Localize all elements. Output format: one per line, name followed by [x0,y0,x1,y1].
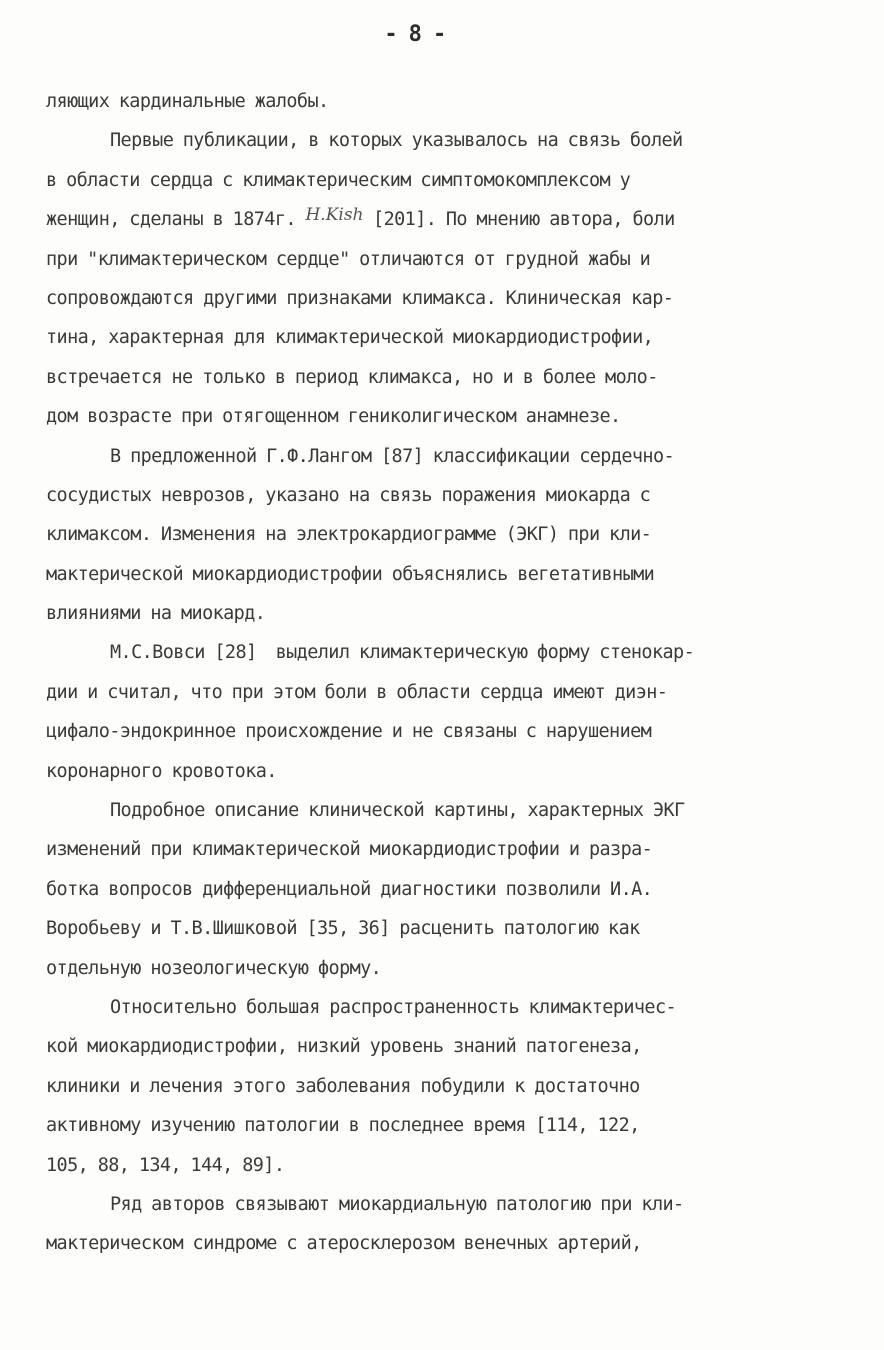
text-line [46,1067,846,1106]
text-line [46,437,846,476]
text-line [46,121,846,160]
text-line [46,1185,846,1224]
line-text: Относительно большая распространенность климактеричес- [110,996,677,1018]
text-line [46,870,846,909]
text-line [46,712,846,751]
text-line [46,594,846,633]
text-line [46,1224,846,1263]
text-line [46,791,846,830]
line-text: цифало-эндокринное происхождение и не связаны с нарушением [46,721,652,743]
handwritten-annotation: H.Kish [305,205,364,226]
line-text: активному изучению патологии в последнее время [114, 122, [46,1115,640,1137]
text-line [46,279,846,318]
text-line [46,515,846,554]
line-text-continuation: [201]. По мнению автора, боли [363,209,675,231]
line-text: в области сердца с климактерическим симптомокомплексом у [46,169,631,191]
text-line [46,633,846,672]
line-text: мактерической миокардиодистрофии объяснялись вегетативными [46,563,655,585]
text-line [46,1106,846,1145]
body-text [46,82,846,1264]
text-line [46,555,846,594]
text-line [46,1146,846,1185]
line-text: Воробьеву и Т.В.Шишковой [35, 36] расценить патологию как [46,918,640,940]
text-line [46,82,846,121]
line-text: дом возрасте при отягощенном гениколигическом анамнезе. [46,406,621,428]
line-text: кой миокардиодистрофии, низкий уровень знаний патогенеза, [46,1036,642,1058]
line-text: сосудистых неврозов, указано на связь поражения миокарда с [46,484,651,506]
line-text: ляющих кардинальные жалобы. [46,91,329,112]
line-text: ботка вопросов дифференциальной диагностики позволили И.А. [46,878,653,900]
text-line [46,1027,846,1066]
line-text: тина, характерная для климактерической миокардиодистрофии, [46,327,654,349]
text-line [46,909,846,948]
line-text: Подробное описание клинической картины, характерных ЭКГ [110,800,685,822]
text-line [46,397,846,436]
text-line [46,476,846,515]
page-number: - 8 - [384,22,446,47]
line-text: при "климактерическом сердце" отличаются от грудной жабы и [46,248,651,270]
text-line [46,830,846,869]
line-text: женщин, сделаны в 1874г. [46,209,296,231]
text-line [46,161,846,200]
line-text: коронарного кровотока. [46,760,277,782]
line-text: 105, 88, 134, 144, 89]. [46,1154,285,1176]
line-text: Ряд авторов связывают миокардиальную патологию при кли- [110,1193,684,1215]
text-line [46,358,846,397]
text-line [46,318,846,357]
line-text: климаксом. Изменения на электрокардиограмме (ЭКГ) при кли- [46,524,652,546]
line-text: сопровождаются другими признаками климакса. Клиническая кар- [46,287,674,309]
text-line [46,240,846,279]
text-line [46,752,846,791]
line-text: Первые публикации, в которых указывалось на связь болей [110,130,683,152]
text-line [46,673,846,712]
text-line [46,988,846,1027]
text-line [46,949,846,988]
line-text: отдельную нозеологическую форму. [46,957,382,979]
line-text: клиники и лечения этого заболевания побудили к достаточно [46,1075,640,1097]
line-text: В предложенной Г.Ф.Лангом [87] классификации сердечно- [110,445,675,467]
line-text: изменений при климактерической миокардиодистрофии и разра- [46,839,653,861]
line-text: мактерическом синдроме с атеросклерозом венечных артерий, [46,1233,642,1255]
line-text: дии и считал, что при этом боли в области сердца имеют диэн- [46,681,668,703]
line-text: влияниями на миокард. [46,603,266,625]
line-text: встречается не только в период климакса, но и в более моло- [46,366,658,388]
text-line [46,200,846,239]
line-text: М.С.Вовси [28] выделил климактерическую форму стенокар- [110,642,695,664]
